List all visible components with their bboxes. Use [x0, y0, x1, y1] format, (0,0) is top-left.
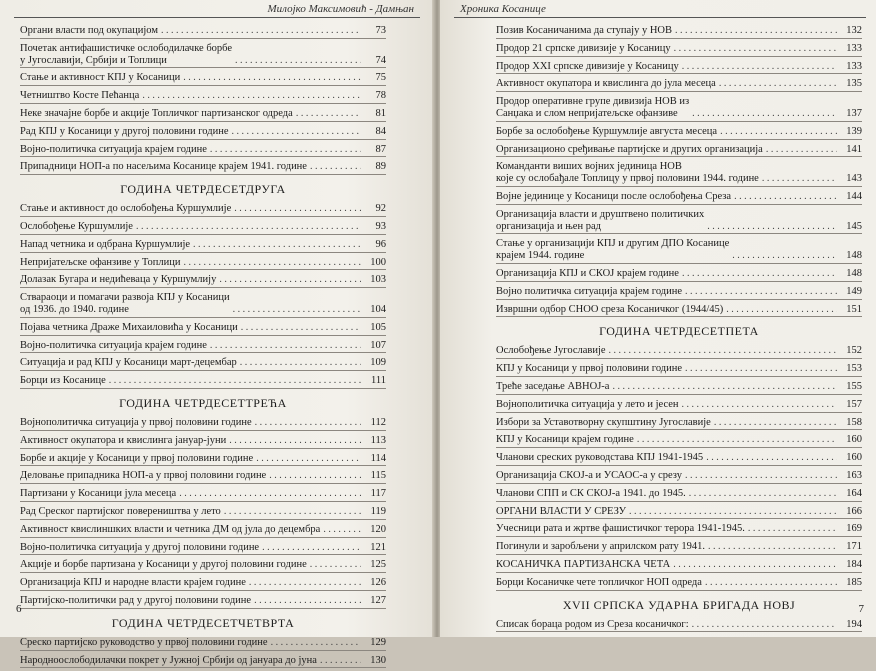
toc-entry-title: Партијско-политички рад у другој половини године [20, 594, 252, 606]
toc-entry [20, 160, 386, 175]
section-heading: ГОДИНА ЧЕТРДЕСЕТТРЕЋА [119, 395, 287, 410]
toc-entry [496, 285, 862, 300]
toc-entry [20, 356, 386, 371]
dot-leader [269, 470, 361, 482]
toc-entry-page: 96 [375, 238, 386, 250]
toc-entry-page: 73 [375, 25, 386, 36]
toc-entry-page: 157 [846, 398, 862, 410]
toc-entry-page: 139 [846, 125, 862, 137]
dot-leader [685, 286, 837, 298]
dot-leader [241, 322, 361, 334]
dot-leader [271, 637, 361, 649]
toc-entry-title: Акције и борбе партизана у Косаници у другој половини године [20, 559, 307, 571]
toc-entry-page: 112 [370, 416, 386, 428]
toc-entry [496, 380, 862, 395]
toc-entry-page: 81 [375, 107, 386, 119]
toc-entry [20, 374, 386, 389]
dot-leader [229, 435, 361, 447]
toc-entry-title: Долазак Бугара и недићеваца у Куршумлију [20, 274, 217, 286]
dot-leader [320, 655, 361, 667]
header-rule-left [14, 17, 420, 18]
toc-entry [496, 522, 862, 537]
toc-entry-page: 152 [846, 345, 862, 357]
toc-entry-page: 144 [846, 190, 862, 202]
toc-entry-title: Борци Косаничке чете топличког НОП одреда [496, 576, 702, 588]
page-number-left: 6 [16, 603, 22, 615]
dot-leader [719, 78, 837, 90]
dot-leader [254, 595, 361, 607]
toc-entry-page: 133 [846, 60, 862, 72]
dot-leader [748, 523, 837, 535]
toc-entry-title: Војно-политичка ситуација крајем године [20, 143, 207, 155]
page-number-right: 7 [858, 603, 864, 615]
toc-entry-page: 126 [370, 577, 386, 589]
toc-entry [20, 143, 386, 158]
toc-entry [20, 42, 386, 69]
toc-entry-title: Организационо сређивање партијске и других организација [496, 143, 763, 155]
toc-entry-page: 169 [846, 523, 862, 535]
toc-entry-page: 137 [846, 107, 862, 119]
toc-entry [496, 267, 862, 282]
toc-entry [496, 540, 862, 555]
dot-leader [224, 506, 361, 518]
toc-entry-page: 166 [846, 505, 862, 517]
dot-leader [234, 203, 361, 215]
toc-entry-title: Ослобођење Југославије [496, 345, 606, 357]
toc-entry-title: Непријатељске офанзиве у Топлици [20, 256, 181, 268]
toc-entry [20, 71, 386, 86]
dot-leader [682, 399, 837, 411]
dot-leader [629, 506, 837, 518]
toc-entry-title: Војно политичка ситуација крајем године [496, 285, 683, 297]
toc-entry-page: 151 [846, 303, 862, 315]
dot-leader [675, 25, 837, 37]
toc-entry-page: 75 [375, 72, 386, 84]
toc-entry-page: 127 [370, 594, 386, 606]
dot-leader [692, 619, 837, 631]
left-page [0, 0, 434, 666]
toc-entry [496, 618, 862, 633]
right-page [440, 0, 876, 637]
toc-entry-title: Стање и активност до ослобођења Куршумлије [20, 203, 232, 215]
toc-entry-title: Партизани у Косаници јула месеца [20, 488, 177, 500]
dot-leader [109, 375, 361, 387]
toc-entry [496, 77, 862, 92]
toc-entry-title: Борбе и акције у Косаници у првој половини године [20, 452, 254, 464]
toc-entry [496, 576, 862, 591]
toc-entry [496, 60, 862, 75]
toc-entry-title: Среско партијско руководство у првој половини године [20, 636, 268, 648]
toc-entry-page: 163 [846, 469, 862, 481]
toc-entry-title: Борбе за ослобођење Куршумлије августа месеца [496, 125, 718, 137]
dot-leader [262, 542, 361, 554]
toc-entry-page: 155 [846, 380, 862, 392]
toc-entry-title: КПЈ у Косаници крајем године [496, 434, 634, 446]
section-heading: ГОДИНА ЧЕТРДЕСЕТДРУГА [120, 182, 286, 197]
toc-entry-title: Неке значајне борбе и акције Топличког партизанског одреда [20, 107, 293, 119]
toc-entry-title: Погинули и заробљени у априлском рату 1941. [496, 541, 705, 553]
toc-entry [20, 89, 386, 104]
toc-entry-page: 104 [370, 303, 386, 315]
dot-leader [705, 577, 837, 589]
dot-leader [762, 173, 837, 185]
toc-entry-page: 117 [370, 488, 386, 500]
dot-leader [637, 434, 837, 446]
toc-entry [496, 190, 862, 205]
toc-entry [496, 505, 862, 520]
toc-entry-title: Продор оперативне групе дивизија НОВ из Санџака и слом непријатељске офанзиве [496, 96, 690, 119]
toc-entry-page: 114 [370, 452, 386, 464]
toc-entry-page: 164 [846, 487, 862, 499]
toc-entry-title: Рад КПЈ у Косаници у другој половини године [20, 125, 229, 137]
toc-entry-page: 89 [375, 161, 386, 173]
toc-entry-title: Стање и активност КПЈ у Косаници [20, 72, 181, 84]
toc-entry-page: 143 [846, 173, 862, 185]
toc-entry-page: 120 [370, 523, 386, 535]
dot-leader [233, 304, 361, 316]
dot-leader [708, 541, 837, 553]
toc-entry-title: Организација КПЈ и СКОЈ крајем године [496, 267, 679, 279]
dot-leader [706, 452, 837, 464]
toc-entry-page: 149 [846, 285, 862, 297]
toc-entry-page: 100 [370, 256, 386, 268]
toc-entry [496, 433, 862, 448]
dot-leader [685, 363, 837, 375]
dot-leader [161, 25, 361, 37]
section-heading: ГОДИНА ЧЕТРДЕСЕТПЕТА [599, 324, 759, 339]
toc-entry [496, 125, 862, 140]
toc-entry-page: 105 [370, 321, 386, 333]
toc-entry-page: 92 [375, 203, 386, 215]
toc-entry-title: КПЈ у Косаници у првој половини године [496, 363, 683, 375]
toc-entry [20, 487, 386, 502]
toc-entry-page: 158 [846, 416, 862, 428]
toc-entry [20, 256, 386, 271]
dot-leader [142, 90, 361, 102]
dot-leader [323, 524, 361, 536]
toc-entry-title: Чланови СПП и СК СКОЈ-а 1941. до 1945. [496, 487, 686, 499]
dot-leader [612, 381, 837, 393]
toc-entry-title: Припадници НОП-а по насељима Косанице крајем 1941. године [20, 161, 307, 173]
toc-entry-title: Ослобођење Куршумлије [20, 220, 133, 232]
toc-entry-page: 109 [370, 357, 386, 369]
dot-leader [766, 144, 837, 156]
toc-entry [496, 160, 862, 187]
toc-entry [496, 416, 862, 431]
toc-entry [20, 594, 386, 609]
toc-entry [20, 339, 386, 354]
toc-right [496, 24, 862, 635]
toc-entry-page: 121 [370, 541, 386, 553]
toc-entry-title: Војнополитичка ситуација у првој половини године [20, 416, 252, 428]
toc-entry-page: 107 [370, 339, 386, 351]
dot-leader [136, 221, 361, 233]
toc-entry [20, 273, 386, 288]
toc-entry-page: 160 [846, 452, 862, 464]
toc-left [20, 24, 386, 671]
toc-entry-page: 130 [370, 654, 386, 666]
dot-leader [183, 72, 361, 84]
running-head-left: Милојко Максимовић - Дамњан [267, 3, 414, 15]
toc-entry-page: 153 [846, 363, 862, 375]
toc-entry-title: Борци из Косанице [20, 375, 106, 387]
toc-entry-title: Војнополитичка ситуација у лето и јесен [496, 398, 679, 410]
toc-entry-title: Позив Косаничанима да ступају у НОВ [496, 25, 673, 36]
toc-entry-title: Ситуација и рад КПЈ у Косаници март-децембар [20, 357, 237, 369]
dot-leader [310, 161, 361, 173]
toc-entry-title: Војно-политичка ситуација у другој половини године [20, 541, 260, 553]
dot-leader [714, 417, 837, 429]
dot-leader [692, 108, 837, 120]
toc-entry [496, 143, 862, 158]
toc-entry-title: ОРГАНИ ВЛАСТИ У СРЕЗУ [496, 505, 627, 517]
section-heading: ГОДИНА ЧЕТРДЕСЕТЧЕТВРТА [111, 615, 295, 630]
toc-entry-title: Активност окупатора и квислинга до јула месеца [496, 78, 716, 90]
toc-entry-page: 74 [375, 54, 386, 66]
toc-entry [20, 452, 386, 467]
dot-leader [609, 345, 837, 357]
toc-entry-page: 148 [846, 250, 862, 262]
toc-entry [20, 416, 386, 431]
toc-entry-page: 132 [846, 25, 862, 36]
toc-entry-title: Ствараоци и помагачи развоја КПЈ у Косаници од 1936. до 1940. године [20, 292, 230, 315]
toc-entry-page: 115 [370, 470, 386, 482]
toc-entry-title: Чланови среских руководстава КПЈ 1941-1945 [496, 452, 704, 464]
dot-leader [179, 488, 361, 500]
toc-entry [496, 469, 862, 484]
toc-entry-title: Активност квислиншких власти и четника ДМ од јула до децембра [20, 523, 321, 535]
toc-entry [496, 303, 862, 318]
toc-entry-page: 141 [846, 143, 862, 155]
toc-entry-title: Војне јединице у Косаници после ослобођења Среза [496, 190, 732, 202]
dot-leader [219, 274, 361, 286]
toc-entry-title: Организација КПЈ и народне власти крајем године [20, 577, 246, 589]
toc-entry-title: Четништво Косте Пећанца [20, 90, 140, 102]
toc-entry-page: 93 [375, 220, 386, 232]
toc-entry-title: КОСАНИЧКА ПАРТИЗАНСКА ЧЕТА [496, 558, 671, 570]
toc-entry-title: Продор XXI српске дивизије у Косаницу [496, 60, 679, 72]
toc-entry [20, 291, 386, 318]
dot-leader [256, 453, 361, 465]
running-head-right: Хроника Косанице [460, 3, 546, 15]
toc-entry-title: Војно-политичка ситуација крајем године [20, 339, 207, 351]
dot-leader [682, 268, 837, 280]
toc-entry-title: Списак бораца родом из Среза косаничког: [496, 618, 689, 630]
dot-leader [685, 470, 837, 482]
toc-entry-page: 113 [370, 434, 386, 446]
toc-entry-page: 129 [370, 636, 386, 648]
dot-leader [210, 340, 361, 352]
dot-leader [183, 257, 361, 269]
toc-entry [20, 558, 386, 573]
toc-entry-title: Деловање припадника НОП-а у првој половини године [20, 470, 267, 482]
toc-entry [496, 362, 862, 377]
toc-entry [20, 238, 386, 253]
toc-entry-page: 148 [846, 267, 862, 279]
dot-leader [310, 559, 361, 571]
toc-entry-title: Команданти виших војних јединица НОВ које су ослобађале Топлицу у првој половини 1944. године [496, 161, 759, 185]
toc-entry [20, 469, 386, 484]
toc-entry-page: 87 [375, 143, 386, 155]
toc-entry-title: Рад Среског партијског повереништва у лето [20, 505, 221, 517]
toc-entry-title: Продор 21 српске дивизије у Косаницу [496, 42, 671, 54]
toc-entry [20, 24, 386, 39]
dot-leader [682, 61, 837, 73]
header-rule-right [454, 17, 866, 18]
toc-entry-title: Народноослободилачки покрет у Јужној Србији од јануара до јуна [20, 654, 317, 666]
toc-entry-title: Активност окупатора и квислинга јануар-јуни [20, 434, 227, 446]
toc-entry-page: 119 [370, 505, 386, 517]
toc-entry [496, 344, 862, 359]
toc-entry-title: Организација СКОЈ-а и УСАОС-а у срезу [496, 469, 682, 481]
dot-leader [674, 43, 837, 55]
toc-entry [20, 434, 386, 449]
toc-entry-title: Органи власти под окупацијом [20, 25, 158, 36]
toc-entry-title: Треће заседање АВНОЈ-а [496, 380, 610, 392]
toc-entry-page: 194 [846, 618, 862, 630]
toc-entry-page: 171 [846, 541, 862, 553]
toc-entry [20, 125, 386, 140]
toc-entry [496, 237, 862, 264]
toc-entry-page: 84 [375, 125, 386, 137]
dot-leader [235, 55, 361, 67]
dot-leader [255, 417, 361, 429]
toc-entry [496, 208, 862, 235]
toc-entry-title: Избори за Уставотворну скупштину Југославије [496, 416, 711, 428]
toc-entry [20, 541, 386, 556]
toc-entry-page: 135 [846, 78, 862, 90]
toc-entry [20, 636, 386, 651]
dot-leader [732, 250, 837, 262]
toc-entry [20, 523, 386, 538]
toc-entry-page: 125 [370, 559, 386, 571]
toc-entry [20, 576, 386, 591]
toc-entry-title: Учесници рата и жртве фашистичког терора 1941-1945. [496, 523, 745, 535]
toc-entry-title: Почетак антифашистичке ослободилачке борбе у Југославији, Србији и Топлици [20, 42, 233, 66]
toc-entry-page: 145 [846, 220, 862, 232]
toc-entry-title: Извршни одбор СНОО среза Косаничког (1944/45) [496, 303, 724, 315]
toc-entry-title: Организација власти и друштвено политичких организација и њен рад [496, 208, 705, 232]
toc-entry-page: 184 [846, 558, 862, 570]
toc-entry [496, 487, 862, 502]
dot-leader [249, 577, 361, 589]
toc-entry [496, 42, 862, 57]
toc-entry [496, 95, 862, 122]
toc-entry [20, 321, 386, 336]
toc-entry [20, 202, 386, 217]
section-heading: XVII СРПСКА УДАРНА БРИГАДА НОВЈ [562, 597, 796, 612]
toc-entry-page: 133 [846, 42, 862, 54]
dot-leader [720, 126, 837, 138]
toc-entry-page: 78 [375, 90, 386, 102]
toc-entry-title: Појава четника Драже Михаиловића у Косаници [20, 321, 238, 333]
dot-leader [673, 559, 837, 571]
toc-entry [20, 107, 386, 122]
toc-entry [496, 451, 862, 466]
dot-leader [734, 191, 837, 203]
dot-leader [726, 304, 837, 316]
dot-leader [689, 488, 837, 500]
toc-entry-page: 185 [846, 576, 862, 588]
toc-entry [496, 24, 862, 39]
dot-leader [232, 126, 362, 138]
toc-entry-page: 111 [371, 375, 386, 387]
toc-entry [20, 220, 386, 235]
toc-entry-page: 103 [370, 274, 386, 286]
toc-entry-title: Напад четника и одбрана Куршумлије [20, 238, 191, 250]
toc-entry [496, 398, 862, 413]
dot-leader [707, 221, 837, 233]
dot-leader [193, 239, 361, 251]
dot-leader [296, 108, 361, 120]
toc-entry [20, 654, 386, 669]
dot-leader [210, 144, 361, 156]
toc-entry [496, 558, 862, 573]
dot-leader [240, 357, 361, 369]
toc-entry-title: Стање у организацији КПЈ и другим ДПО Косанице крајем 1944. године [496, 238, 730, 262]
toc-entry [20, 505, 386, 520]
toc-entry-page: 160 [846, 434, 862, 446]
